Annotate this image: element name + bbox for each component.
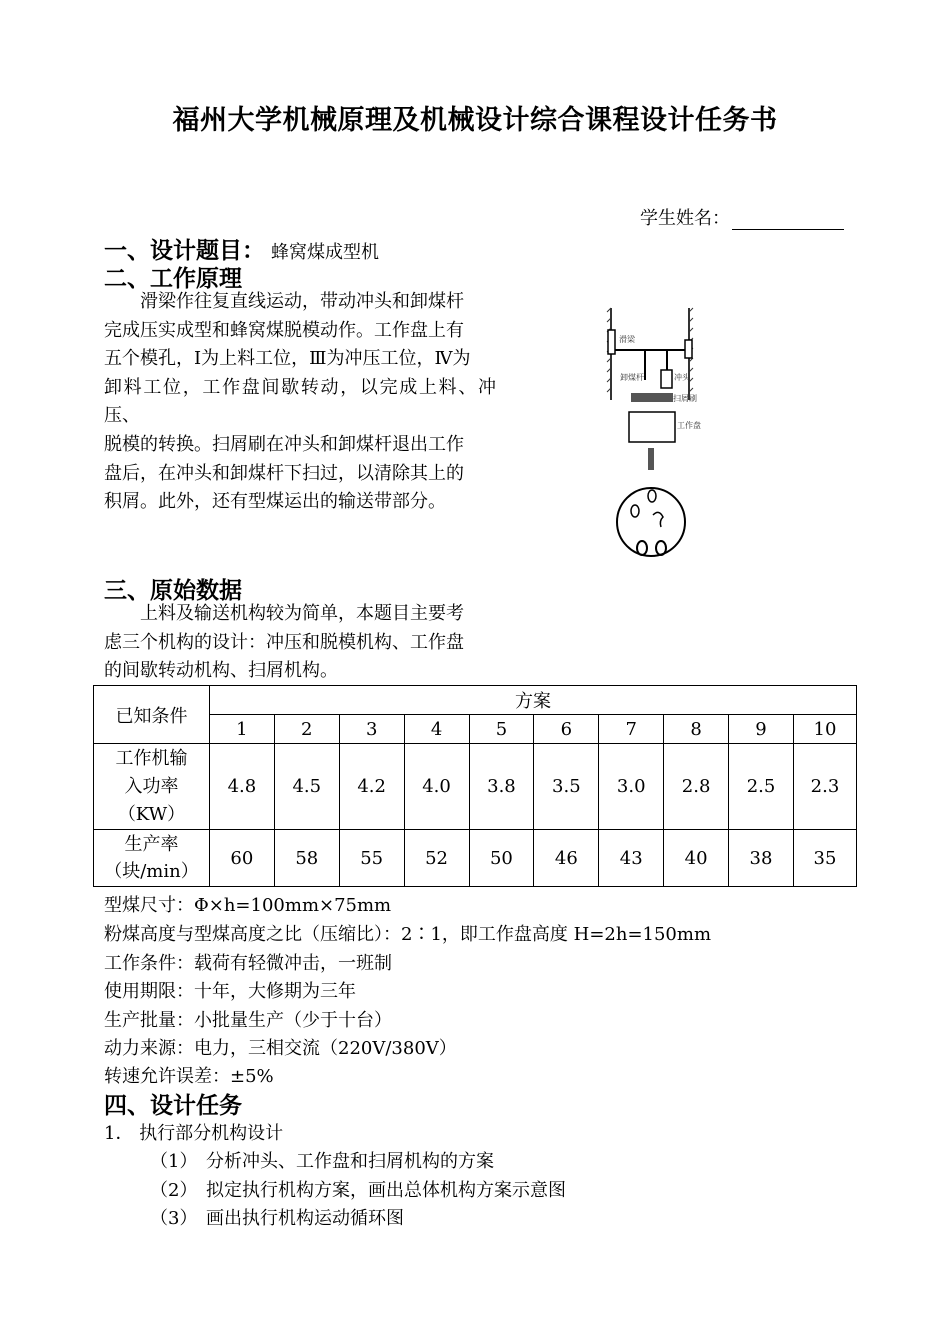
- paragraph-line: 滑梁作往复直线运动，带动冲头和卸煤杆: [140, 291, 464, 312]
- student-name-field: [640, 204, 844, 230]
- table-row: [94, 830, 857, 887]
- scheme-table: [93, 685, 857, 887]
- table-header-row: [94, 686, 857, 715]
- table-cell: 55: [339, 830, 404, 887]
- scheme-number: 8: [664, 715, 729, 744]
- table-cell: 3.8: [469, 744, 534, 830]
- scheme-number: 6: [534, 715, 599, 744]
- power-row-label: [94, 744, 210, 830]
- table-cell: 40: [664, 830, 729, 887]
- table-cell: 35: [793, 830, 856, 887]
- spec-line: 工作条件：载荷有轻微冲击，一班制: [104, 953, 392, 974]
- raw-data-paragraph: [104, 600, 496, 686]
- spec-line: 粉煤高度与型煤高度之比（压缩比）：2∶1，即工作盘高度 H=2h=150mm: [104, 924, 712, 945]
- table-cell: 46: [534, 830, 599, 887]
- paragraph-line: 的间歇转动机构、扫屑机构。: [104, 660, 338, 682]
- table-cell: 50: [469, 830, 534, 887]
- table-row: [94, 744, 857, 830]
- right-slider-block: [685, 340, 692, 358]
- table-cell: 4.5: [274, 744, 339, 830]
- table-cell: 60: [209, 830, 274, 887]
- table-cell: 58: [274, 830, 339, 887]
- table-cell: 3.0: [599, 744, 664, 830]
- task-subitem: [150, 1147, 494, 1173]
- paragraph-line: 虑三个机构的设计：冲压和脱模机构、工作盘: [104, 631, 464, 653]
- subitem-text: 拟定执行机构方案，画出总体机构方案示意图: [206, 1180, 566, 1201]
- scheme-number: 4: [404, 715, 469, 744]
- scheme-number: 5: [469, 715, 534, 744]
- label-ejector: 卸煤杆: [620, 373, 644, 382]
- table-cell: 2.3: [793, 744, 856, 830]
- plate-top-view: [617, 488, 685, 556]
- subitem-number: （3）: [150, 1208, 198, 1229]
- scheme-number: 7: [599, 715, 664, 744]
- design-topic: 蜂窝煤成型机: [271, 242, 379, 263]
- task-subitem: [150, 1176, 566, 1202]
- brush: [631, 393, 673, 402]
- scheme-number: 10: [793, 715, 856, 744]
- table-cell: 4.2: [339, 744, 404, 830]
- page-title: 福州大学机械原理及机械设计综合课程设计任务书: [172, 105, 778, 136]
- paragraph-line: 五个模孔，Ⅰ为上料工位，Ⅲ为冲压工位，Ⅳ为: [104, 348, 471, 370]
- section4-heading: 四、设计任务: [104, 1093, 242, 1119]
- table-cell: 2.8: [664, 744, 729, 830]
- row-label-line: （块/min）: [104, 861, 199, 882]
- row-label-line: 入功率: [124, 775, 179, 797]
- known-conditions-header: 已知条件: [94, 686, 210, 744]
- label-punch: 冲头: [674, 373, 690, 382]
- spec-line: 转速允许误差：±5%: [104, 1066, 274, 1087]
- section3-heading: 三、原始数据: [104, 578, 242, 604]
- paragraph-line: 完成压实成型和蜂窝煤脱模动作。工作盘上有: [104, 319, 464, 341]
- productivity-row-label: [94, 830, 210, 887]
- table-cell: 2.5: [729, 744, 794, 830]
- task-subitem: [150, 1204, 404, 1230]
- table-cell: 52: [404, 830, 469, 887]
- plate-shaft: [648, 448, 654, 470]
- paragraph-line: 卸料工位，工作盘间歇转动，以完成上料、冲压、: [104, 376, 496, 427]
- paragraph-line: 脱模的转换。扫屑刷在冲头和卸煤杆退出工作: [104, 433, 464, 455]
- scheme-number: 3: [339, 715, 404, 744]
- scheme-header: 方案: [209, 686, 856, 715]
- student-name-blank: [732, 211, 844, 230]
- section2-heading: 二、工作原理: [104, 266, 242, 292]
- mechanism-diagram: [595, 300, 725, 580]
- row-label-line: 生产率: [124, 834, 179, 855]
- label-plate: 工作盘: [677, 421, 701, 430]
- spec-line: 型煤尺寸：Φ×h=100mm×75mm: [104, 895, 392, 916]
- table-cell: 3.5: [534, 744, 599, 830]
- scheme-number: 2: [274, 715, 339, 744]
- row-label-line: （KW）: [117, 803, 186, 825]
- spec-line: 生产批量：小批量生产（少于十台）: [104, 1010, 392, 1031]
- working-principle-paragraph: [104, 288, 496, 517]
- table-cell: 38: [729, 830, 794, 887]
- spec-line: 使用期限：十年，大修期为三年: [104, 981, 356, 1002]
- table-cell: 4.0: [404, 744, 469, 830]
- punch-head: [661, 370, 672, 388]
- label-brush: 扫屑刷: [673, 394, 697, 403]
- subitem-number: （2）: [150, 1180, 198, 1201]
- table-cell: 4.8: [209, 744, 274, 830]
- paragraph-line: 盘后，在冲头和卸煤杆下扫过，以清除其上的: [104, 462, 464, 484]
- section1-heading-text: 一、设计题目：: [104, 238, 265, 264]
- task-item-1: 1． 执行部分机构设计: [104, 1123, 284, 1144]
- spec-line: 动力来源：电力，三相交流（220V/380V）: [104, 1038, 457, 1059]
- subitem-text: 画出执行机构运动循环图: [206, 1208, 404, 1229]
- row-label-line: 工作机输: [115, 747, 188, 769]
- paragraph-line: 上料及输送机构较为简单，本题目主要考: [140, 603, 464, 624]
- paragraph-line: 积屑。此外，还有型煤运出的输送带部分。: [104, 491, 446, 513]
- scheme-number: 9: [729, 715, 794, 744]
- table-cell: 43: [599, 830, 664, 887]
- subitem-number: （1）: [150, 1151, 198, 1172]
- scheme-number: 1: [209, 715, 274, 744]
- subitem-text: 分析冲头、工作盘和扫屑机构的方案: [206, 1151, 494, 1172]
- left-slider-block: [608, 330, 615, 354]
- student-name-label: 学生姓名：: [640, 208, 730, 229]
- label-slide: 滑梁: [619, 335, 635, 344]
- work-plate: [629, 412, 675, 442]
